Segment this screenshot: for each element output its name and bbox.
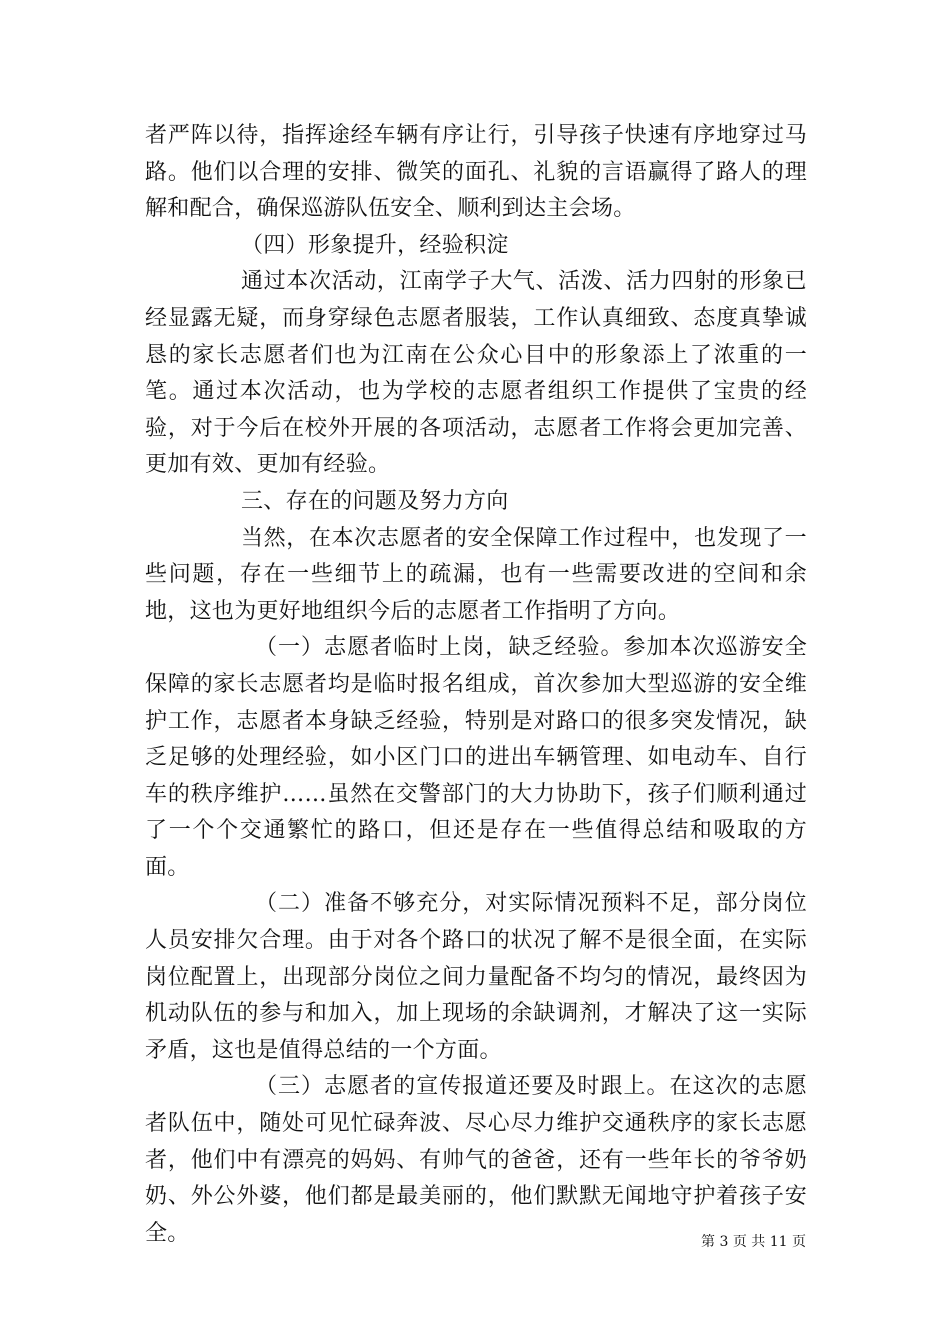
section-heading-problems: 三、存在的问题及努力方向 xyxy=(241,488,509,514)
document-body xyxy=(145,118,807,1252)
section-heading-image-promotion: （四）形象提升，经验积淀 xyxy=(241,232,509,258)
paragraph-activity-outcome: 通过本次活动，江南学子大气、活泼、活力四射的形象已经显露无疑，而身穿绿色志愿者服装，工作认真细致、态度真挚诚恳的家长志愿者们也为江南在公众心目中的形象添上了浓重的一笔。通过本次活动，也为学校的志愿者组织工作提供了宝贵的经验，对于今后在校外开展的各项活动，志愿者工作将会更加完善、更加有效、更加有经验。 xyxy=(145,269,807,478)
paragraph-problems-intro: 当然，在本次志愿者的安全保障工作过程中，也发现了一些问题，存在一些细节上的疏漏，也有一些需要改进的空间和余地，这也为更好地组织今后的志愿者工作指明了方向。 xyxy=(145,525,807,624)
paragraph-problem-two: （二）准备不够充分，对实际情况预料不足，部分岗位人员安排欠合理。由于对各个路口的状况了解不是很全面，在实际岗位配置上，出现部分岗位之间力量配备不均匀的情况，最终因为机动队伍的参与和加入，加上现场的余缺调剂，才解决了这一实际矛盾，这也是值得总结的一个方面。 xyxy=(145,891,807,1063)
paragraph-body-continuation: 者严阵以待，指挥途经车辆有序让行，引导孩子快速有序地穿过马路。他们以合理的安排、微笑的面孔、礼貌的言语赢得了路人的理解和配合，确保巡游队伍安全、顺利到达主会场。 xyxy=(145,123,807,222)
paragraph-problem-one: （一）志愿者临时上岗，缺乏经验。参加本次巡游安全保障的家长志愿者均是临时报名组成，首次参加大型巡游的安全维护工作，志愿者本身缺乏经验，特别是对路口的很多突发情况，缺乏足够的处理经验，如小区门口的进出车辆管理、如电动车、自行车的秩序维护……虽然在交警部门的大力协助下，孩子们顺利通过了一个个交通繁忙的路口，但还是存在一些值得总结和吸取的方面。 xyxy=(145,635,807,880)
page-number-footer: 第 3 页 共 11 页 xyxy=(701,1234,806,1250)
paragraph-problem-three: （三）志愿者的宣传报道还要及时跟上。在这次的志愿者队伍中，随处可见忙碌奔波、尽心尽力维护交通秩序的家长志愿者，他们中有漂亮的妈妈、有帅气的爸爸，还有一些年长的爷爷奶奶、外公外婆，他们都是最美丽的，他们默默无闻地守护着孩子安全。 xyxy=(145,1074,807,1246)
